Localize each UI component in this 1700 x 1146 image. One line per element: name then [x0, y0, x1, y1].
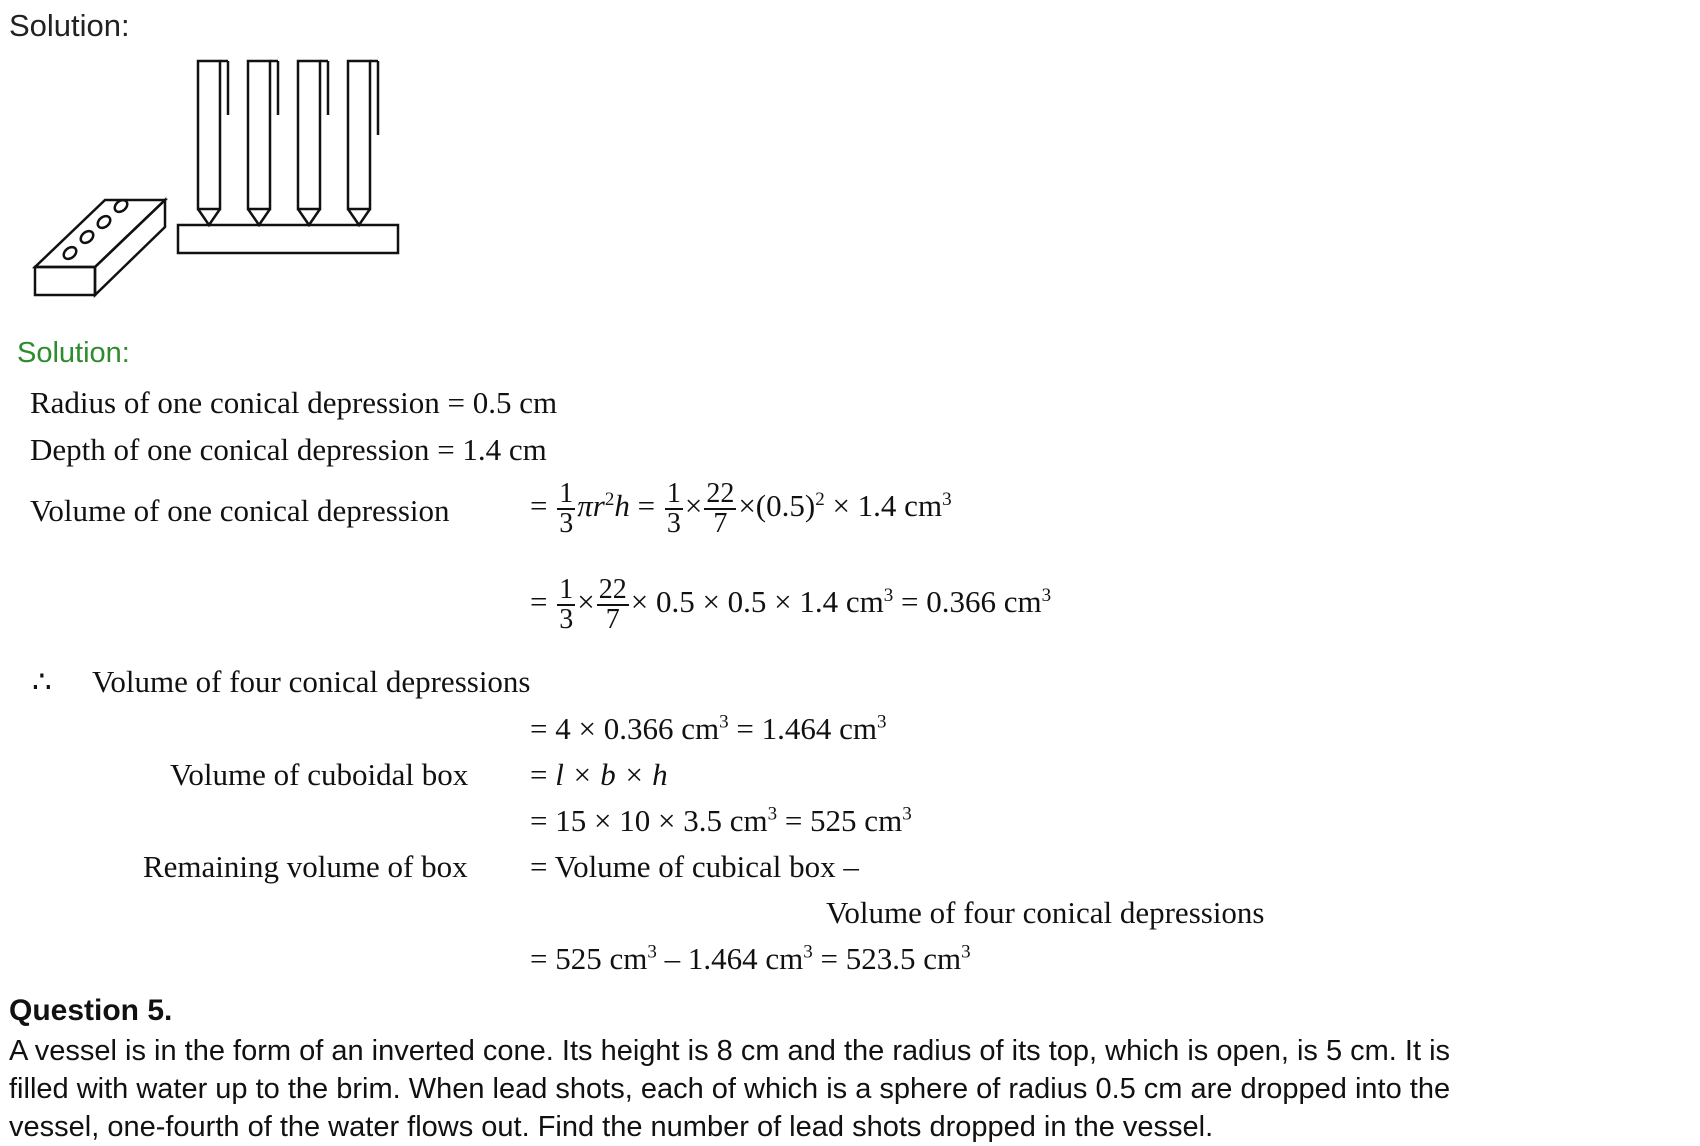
volume-one-formula: = $\frac{1}{3}$ $\pi r^2h$ = $\frac{1}{3}$ × $\frac{22}{7}$ $\times(0.5)^2 \times 1.4$ $cm^3$	[530, 478, 952, 539]
depth-label: Depth of one conical depression	[30, 432, 430, 467]
fraction-22-7: $\frac{22}{7}$	[706, 478, 735, 539]
fraction-22-7: $\frac{22}{7}$	[598, 574, 627, 635]
depth-value: = 1.4 cm	[437, 432, 547, 467]
h-symbol: h	[614, 488, 630, 524]
volume-four-value: = 4 × 0.366 $cm^3 = 1.464$ $cm^3$	[530, 711, 887, 746]
radius-label: Radius of one conical depression	[30, 385, 440, 420]
equals-sign: =	[637, 488, 656, 524]
remaining-volume-label: Remaining volume of box	[143, 849, 468, 884]
depth-line	[30, 432, 547, 468]
volume-one-label: Volume of one conical depression	[30, 493, 450, 528]
solution-label: Solution:	[17, 337, 130, 369]
fraction-one-third: $\frac{1}{3}$	[666, 478, 681, 539]
fraction-one-third: $\frac{1}{3}$	[559, 478, 574, 539]
equals-sign: =	[530, 488, 548, 524]
cuboid-block-with-holes-icon	[35, 198, 165, 295]
cuboid-volume-value: = 15 × 10 × 3.5 $cm^3 = 525$ $cm^3$	[530, 803, 912, 838]
question-text	[9, 1032, 1689, 1146]
remaining-volume-formula: = Volume of cubical box –	[530, 849, 859, 884]
therefore-symbol: ∴	[32, 664, 52, 699]
equals-sign: =	[530, 584, 548, 620]
page-title: Solution:	[9, 8, 130, 43]
radius-value: = 0.5 cm	[447, 385, 558, 420]
pi-r: πr	[577, 488, 605, 524]
volume-four-label: Volume of four conical depressions	[92, 664, 531, 699]
question-line: A vessel is in the form of an inverted cone. Its height is 8 cm and the radius of its top, which is open, is 5 cm. It is	[9, 1035, 1451, 1067]
question-line: vessel, one-fourth of the water flows out. Find the number of lead shots dropped in the vessel.	[9, 1111, 1214, 1143]
volume-one-calc: = $\frac{1}{3}$ × $\frac{22}{7}$ × 0.5 × 0.5 × 1.4 $cm^3 = 0.366$ $cm^3$	[530, 574, 1052, 635]
pins-on-stand-icon	[178, 61, 398, 253]
radius-line	[30, 385, 557, 421]
cuboid-volume-label: Volume of cuboidal box	[170, 757, 469, 792]
question-line: filled with water up to the brim. When lead shots, each of which is a sphere of radius 0.5 cm are dropped into the	[9, 1073, 1451, 1105]
question-title: Question 5.	[9, 994, 173, 1027]
remaining-volume-result: = 525 $cm^3 - 1.464$ $cm^3 = 523.5$ $cm^3$	[530, 941, 971, 976]
cuboid-volume-formula: = l × b × h	[530, 757, 668, 792]
fraction-one-third: $\frac{1}{3}$	[559, 574, 574, 635]
remaining-volume-formula-cont: Volume of four conical depressions	[826, 895, 1265, 930]
figure-diagram	[30, 55, 410, 300]
